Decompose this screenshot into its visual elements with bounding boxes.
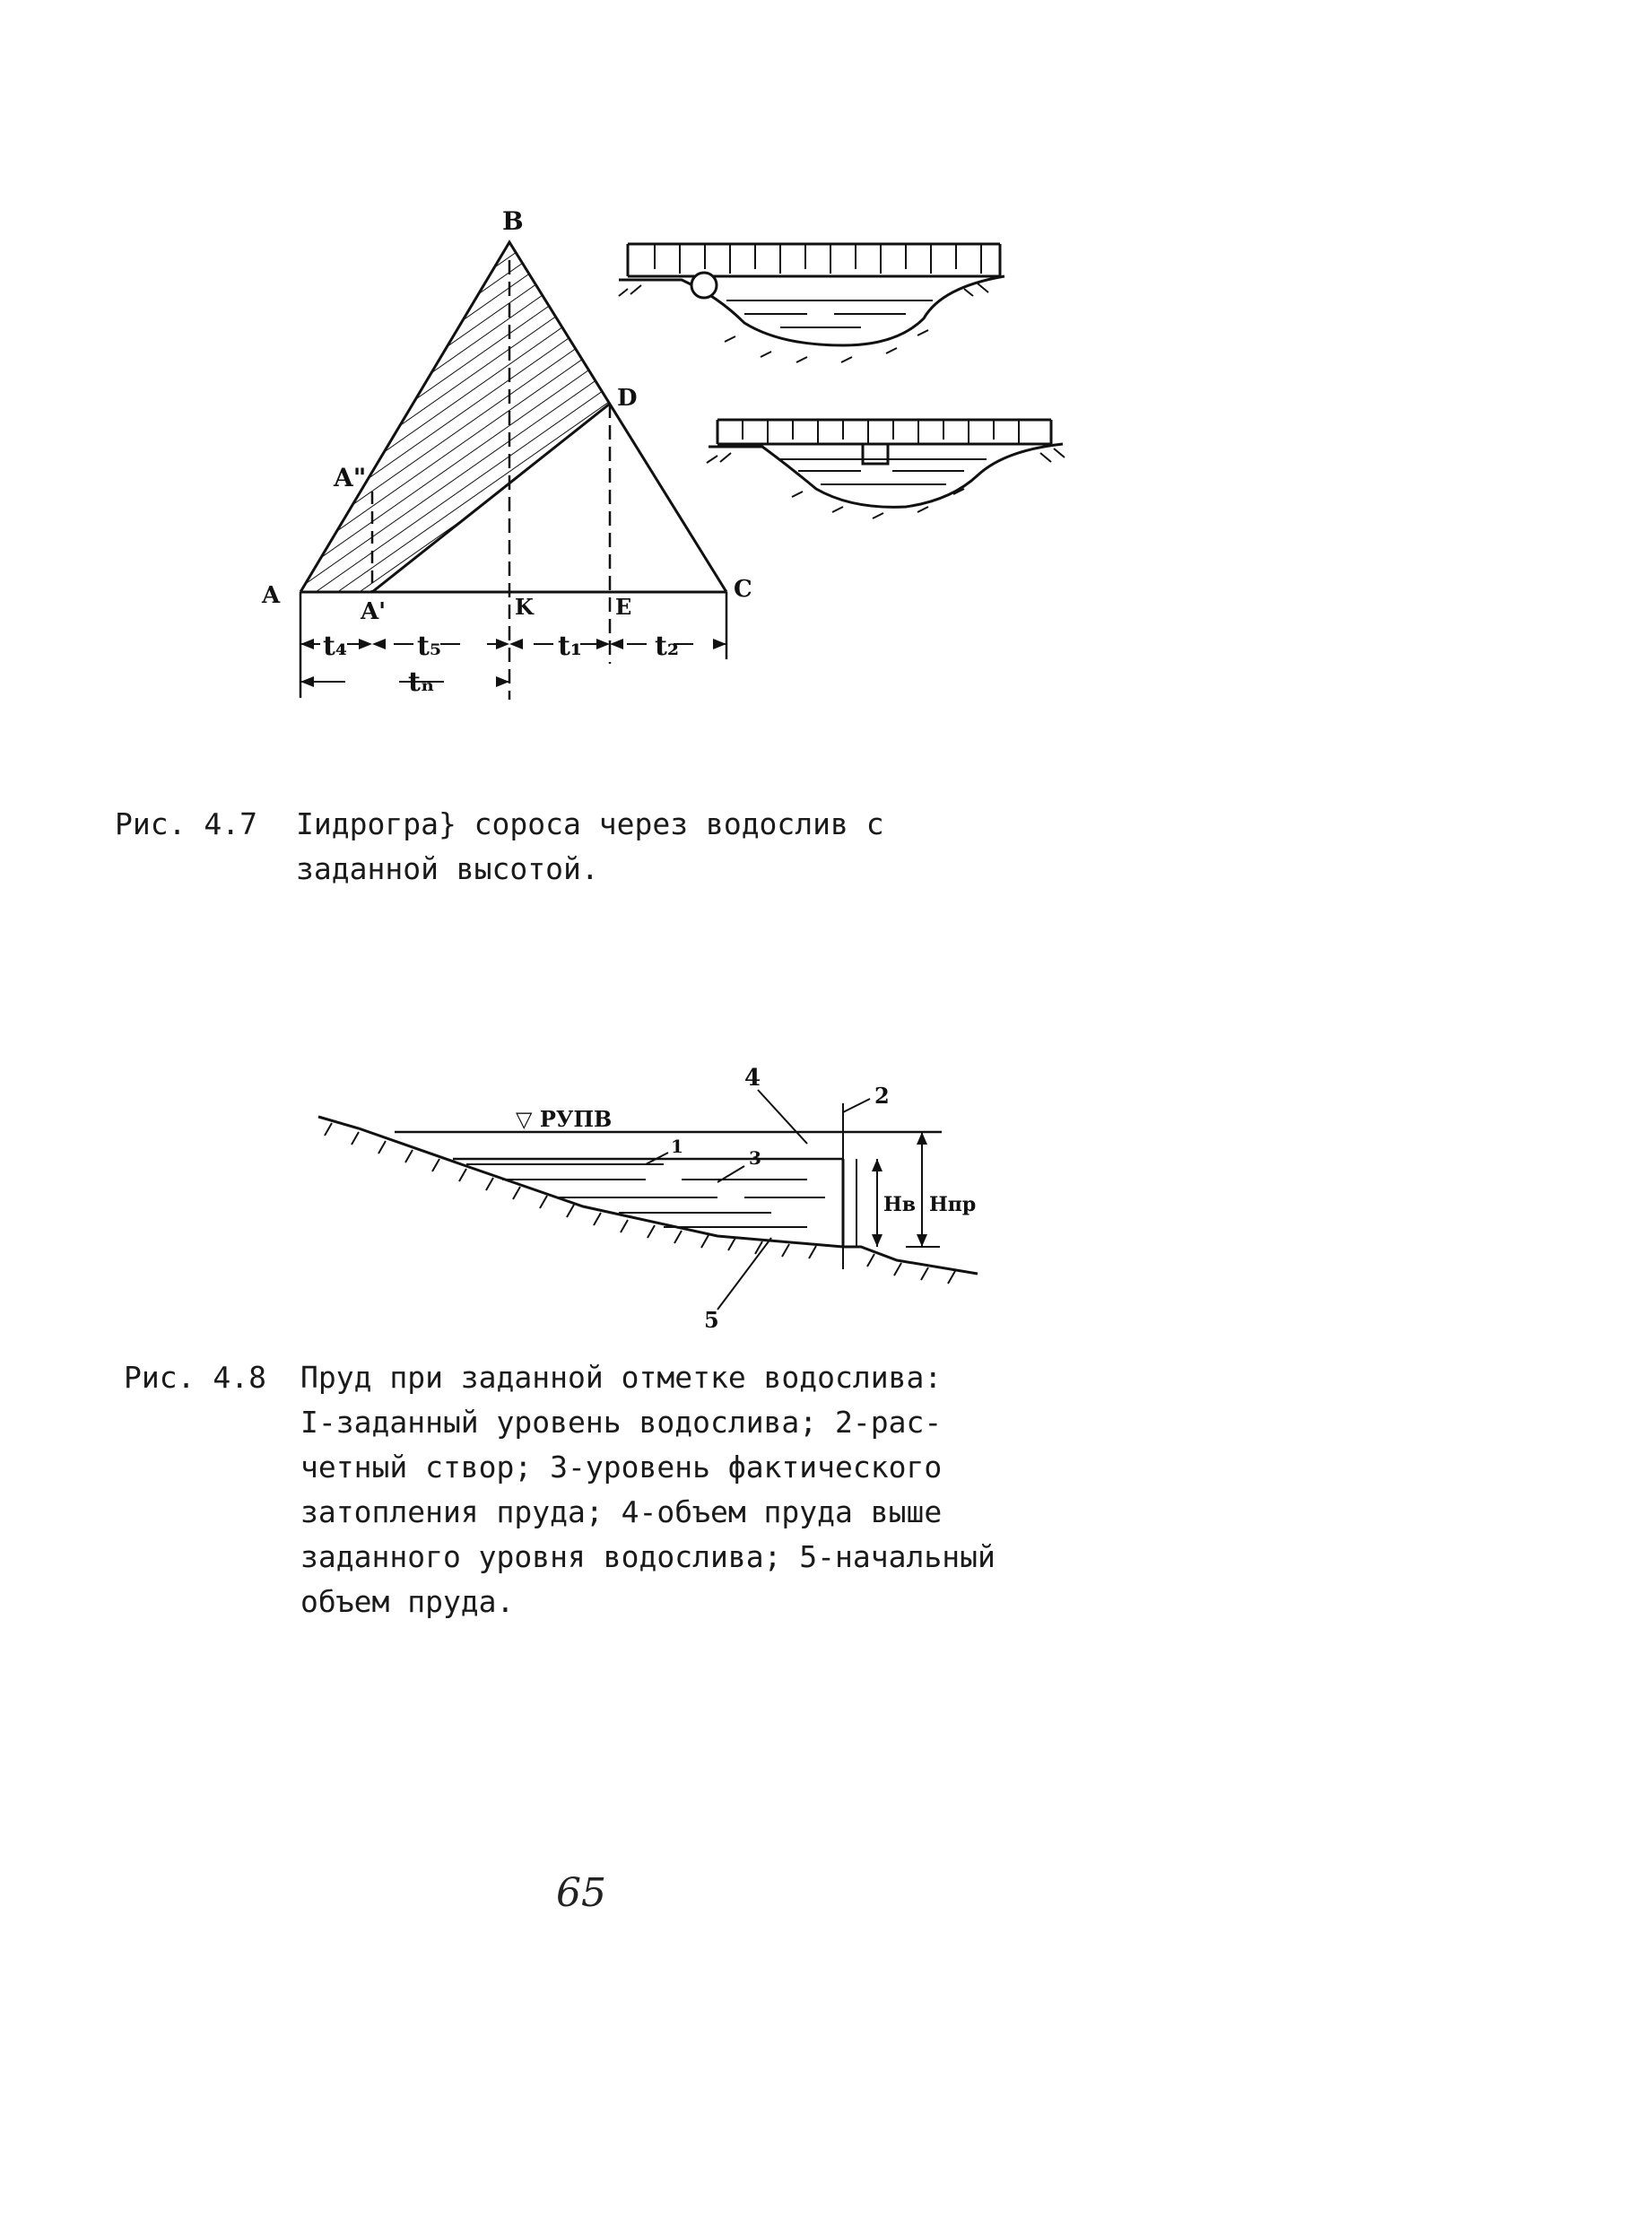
- caption-4-8-line5: заданного уровня водослива; 5-начальный: [300, 1539, 996, 1574]
- interval-label-t5: t₅: [417, 631, 441, 662]
- pond-label-3: 3: [749, 1147, 761, 1169]
- point-label-c: C: [734, 576, 752, 603]
- caption-4-8-line2: I-заданный уровень водослива; 2-рас-: [300, 1405, 943, 1440]
- caption-4-8-line4: затопления пруда; 4-объем пруда выше: [300, 1494, 943, 1529]
- point-label-k: K: [515, 594, 534, 620]
- caption-4-7-number: Рис. 4.7: [115, 806, 257, 841]
- culvert-section-top: [619, 244, 1004, 362]
- head-label-hv: Hв: [883, 1193, 917, 1216]
- water-level-label: ▽ РУПВ: [516, 1106, 613, 1132]
- weir-section: [707, 420, 1065, 518]
- pond-figure: [318, 1065, 978, 1333]
- pond-label-5: 5: [704, 1307, 719, 1333]
- hatched-region: [300, 242, 610, 592]
- point-label-b: B: [502, 206, 524, 236]
- head-label-hpr: Hпр: [929, 1193, 977, 1216]
- caption-4-7-line1: Iидрогра} сороса через водослив с: [296, 806, 884, 841]
- interval-label-t4: t₄: [323, 631, 347, 662]
- pond-label-1: 1: [671, 1136, 683, 1157]
- caption-4-8-line6: объем пруда.: [300, 1584, 515, 1619]
- point-label-d: D: [617, 385, 638, 412]
- caption-4-8-line1: Пруд при заданной отметке водослива:: [300, 1360, 943, 1395]
- point-label-a1: A': [361, 598, 387, 625]
- interval-label-t1: t₁: [558, 631, 582, 662]
- caption-4-7-line2: заданной высотой.: [296, 851, 599, 886]
- point-label-a: A: [262, 582, 281, 609]
- caption-4-8-number: Рис. 4.8: [124, 1360, 266, 1395]
- interval-label-tn: tₙ: [408, 666, 435, 698]
- pond-label-4: 4: [744, 1065, 761, 1092]
- point-label-e: E: [615, 594, 632, 620]
- interval-label-t2: t₂: [655, 631, 679, 662]
- pond-label-2: 2: [874, 1083, 890, 1109]
- point-label-a2: A": [334, 463, 367, 492]
- page-number: 65: [556, 1870, 606, 1916]
- caption-4-8-line3: четный створ; 3-уровень фактического: [300, 1450, 943, 1485]
